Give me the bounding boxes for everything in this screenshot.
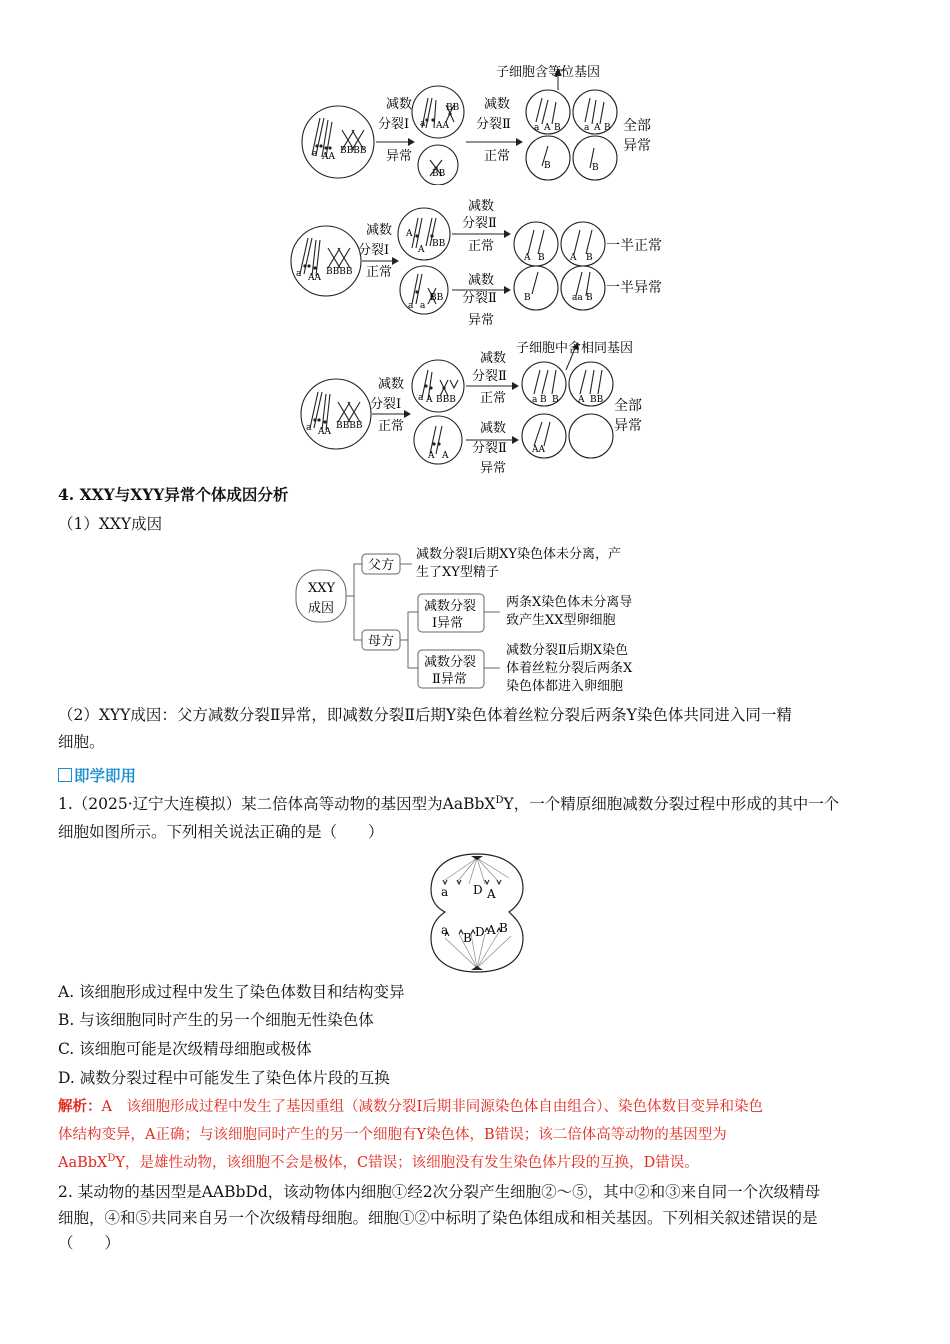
svg-text:AA: AA [308,273,321,283]
analysis-line1: 解析：A 该细胞形成过程中发生了基因重组（减数分裂Ⅰ后期非同源染色体自由组合）、染色体数目变异和染色 [58,1098,763,1115]
svg-text:BBBB: BBBB [340,146,367,156]
svg-text:减数: 减数 [480,421,507,436]
svg-text:异常: 异常 [468,313,495,328]
svg-text:a: a [441,885,449,899]
svg-text:AA: AA [532,445,545,455]
q1-option-c: C. 该细胞可能是次级精母细胞或极体 [58,1040,312,1058]
svg-text:B: B [586,293,593,303]
svg-text:BB: BB [432,169,446,179]
annotation-allele: 子细胞含等位基因 [496,65,601,80]
svg-text:异常: 异常 [386,149,413,164]
svg-text:正常: 正常 [468,239,495,254]
svg-text:A: A [418,245,425,255]
svg-text:Ⅰ异常: Ⅰ异常 [432,616,464,631]
checkbox-icon [58,768,72,782]
section-heading: 4. XXY与XYY异常个体成因分析 [58,485,289,504]
svg-text:XXY: XXY [308,581,336,596]
svg-text:a: a [584,123,590,133]
analysis-line3: AaBbX$^D$Y，是雄性动物，该细胞不会是极体，C错误；该细胞没有发生染色体片段的互换，D错误。 [58,1153,699,1171]
xyy-cause-line2: 细胞。 [58,733,105,751]
svg-text:全部: 全部 [623,118,651,134]
xxy-cause-diagram [290,540,670,698]
svg-text:B: B [524,293,531,303]
xxy-subheading: （1）XXY成因 [58,515,163,533]
svg-text:a: a [532,395,538,405]
q1-cell-figure [425,850,530,975]
svg-text:生了XY型精子: 生了XY型精子 [416,565,499,580]
svg-text:正常: 正常 [366,265,393,280]
svg-text:分裂Ⅰ: 分裂Ⅰ [378,117,410,132]
svg-text:BB: BB [446,103,460,113]
svg-text:B: B [540,395,547,405]
meiosis-diagram-1 [290,60,670,185]
svg-text:染色体都进入卵细胞: 染色体都进入卵细胞 [506,679,624,694]
svg-text:正常: 正常 [480,391,507,406]
svg-text:BB: BB [590,395,604,405]
q1-option-b: B. 与该细胞同时产生的另一个细胞无性染色体 [58,1011,374,1029]
svg-text:B: B [544,161,551,171]
svg-text:体着丝粒分裂后两条X: 体着丝粒分裂后两条X [506,661,633,676]
svg-text:A: A [578,395,585,405]
svg-text:a: a [534,123,540,133]
svg-text:A: A [428,451,435,461]
svg-text:B: B [586,253,593,263]
svg-text:父方: 父方 [368,558,395,573]
svg-text:a: a [312,149,318,159]
svg-text:A: A [570,253,577,263]
svg-text:B: B [604,123,611,133]
svg-text:致产生XX型卵细胞: 致产生XX型卵细胞 [506,613,616,628]
svg-text:A: A [594,123,601,133]
svg-text:a: a [420,119,426,129]
svg-text:BBBB: BBBB [326,267,353,277]
svg-text:B: B [592,163,599,173]
svg-text:减数分裂Ⅱ后期X染色: 减数分裂Ⅱ后期X染色 [506,643,629,658]
svg-text:分裂Ⅱ: 分裂Ⅱ [462,291,497,306]
svg-text:A: A [406,229,413,239]
svg-text:分裂Ⅱ: 分裂Ⅱ [472,369,507,384]
svg-text:正常: 正常 [378,419,405,434]
svg-text:B: B [552,395,559,405]
svg-text:减数: 减数 [378,377,405,392]
svg-text:全部: 全部 [614,398,642,414]
svg-text:减数: 减数 [386,97,413,112]
svg-text:A: A [487,887,496,901]
svg-text:A: A [426,395,433,405]
svg-text:分裂Ⅱ: 分裂Ⅱ [462,216,497,231]
svg-text:减数分裂: 减数分裂 [424,655,477,670]
svg-text:两条X染色体未分离导: 两条X染色体未分离导 [506,595,633,610]
svg-text:aa: aa [572,293,583,303]
svg-text:母方: 母方 [368,634,395,649]
svg-text:AA: AA [322,152,335,162]
svg-text:BBB: BBB [436,395,456,405]
xyy-cause-line1: （2）XYY成因：父方减数分裂Ⅱ异常，即减数分裂Ⅱ后期Y染色体着丝粒分裂后两条Y染色体共同进入同一精 [58,706,792,724]
svg-text:减数: 减数 [484,97,511,112]
svg-text:成因: 成因 [308,601,335,616]
svg-text:B: B [463,931,472,945]
svg-text:Ⅱ异常: Ⅱ异常 [432,672,467,687]
svg-text:减数: 减数 [480,351,507,366]
svg-text:异常: 异常 [614,418,642,434]
svg-text:a: a [420,301,426,311]
svg-text:异常: 异常 [623,138,651,154]
svg-text:a: a [296,269,302,279]
svg-text:减数: 减数 [468,199,495,214]
svg-text:减数: 减数 [468,273,495,288]
svg-text:a: a [306,423,312,433]
svg-text:减数分裂Ⅰ后期XY染色体未分离，产: 减数分裂Ⅰ后期XY染色体未分离，产 [416,547,621,562]
svg-text:AA: AA [436,121,449,131]
svg-text:AA: AA [318,427,331,437]
q1-option-d: D. 减数分裂过程中可能发生了染色体片段的互换 [58,1069,390,1087]
svg-text:A: A [544,123,551,133]
svg-text:分裂Ⅱ: 分裂Ⅱ [476,117,511,132]
svg-text:分裂Ⅰ: 分裂Ⅰ [358,243,390,258]
annotation-same-gene: 子细胞中含相同基因 [516,341,634,356]
svg-text:减数分裂: 减数分裂 [424,599,477,614]
meiosis-diagram-2 [286,196,676,331]
svg-text:一半异常: 一半异常 [606,280,662,296]
svg-text:a: a [441,923,449,937]
q2-line1: 2. 某动物的基因型是AABbDd，该动物体内细胞①经2次分裂产生细胞②～⑤，其中②和③来自同一个次级精母 [58,1183,821,1201]
practice-title: 即学即用 [58,766,898,786]
q1-line2: 细胞如图所示。下列相关说法正确的是（ ） [58,823,384,841]
svg-text:A: A [487,923,496,937]
q2-line2: 细胞，④和⑤共同来自另一个次级精母细胞。细胞①②中标明了染色体组成和相关基因。下列相关叙述错误的是 [58,1209,818,1227]
svg-text:BB: BB [432,239,446,249]
svg-text:BB: BB [430,293,444,303]
svg-text:异常: 异常 [480,461,507,476]
svg-text:D: D [475,925,485,939]
svg-text:减数: 减数 [366,223,393,238]
meiosis-diagram-3 [296,336,676,476]
q1-option-a: A. 该细胞形成过程中发生了染色体数目和结构变异 [58,983,405,1001]
q2-line3: （ ） [58,1234,121,1252]
svg-text:B: B [499,921,508,935]
svg-text:一半正常: 一半正常 [606,238,662,254]
svg-text:D: D [473,883,483,897]
svg-text:A: A [442,451,449,461]
svg-text:正常: 正常 [484,149,511,164]
svg-text:A: A [524,253,531,263]
svg-text:B: B [538,253,545,263]
q1-line1: 1.（2025·辽宁大连模拟）某二倍体高等动物的基因型为AaBbX$^D$Y，一个精原细胞减数分裂过程中形成的其中一个 [58,794,840,813]
svg-text:a: a [408,301,414,311]
svg-text:BBBB: BBBB [336,421,363,431]
svg-text:B: B [554,123,561,133]
svg-text:分裂Ⅱ: 分裂Ⅱ [472,441,507,456]
analysis-line2: 体结构变异，A正确；与该细胞同时产生的另一个细胞有Y染色体，B错误；该二倍体高等动物的基因型为 [58,1127,727,1143]
svg-text:分裂Ⅰ: 分裂Ⅰ [370,397,402,412]
svg-text:a: a [418,393,424,403]
